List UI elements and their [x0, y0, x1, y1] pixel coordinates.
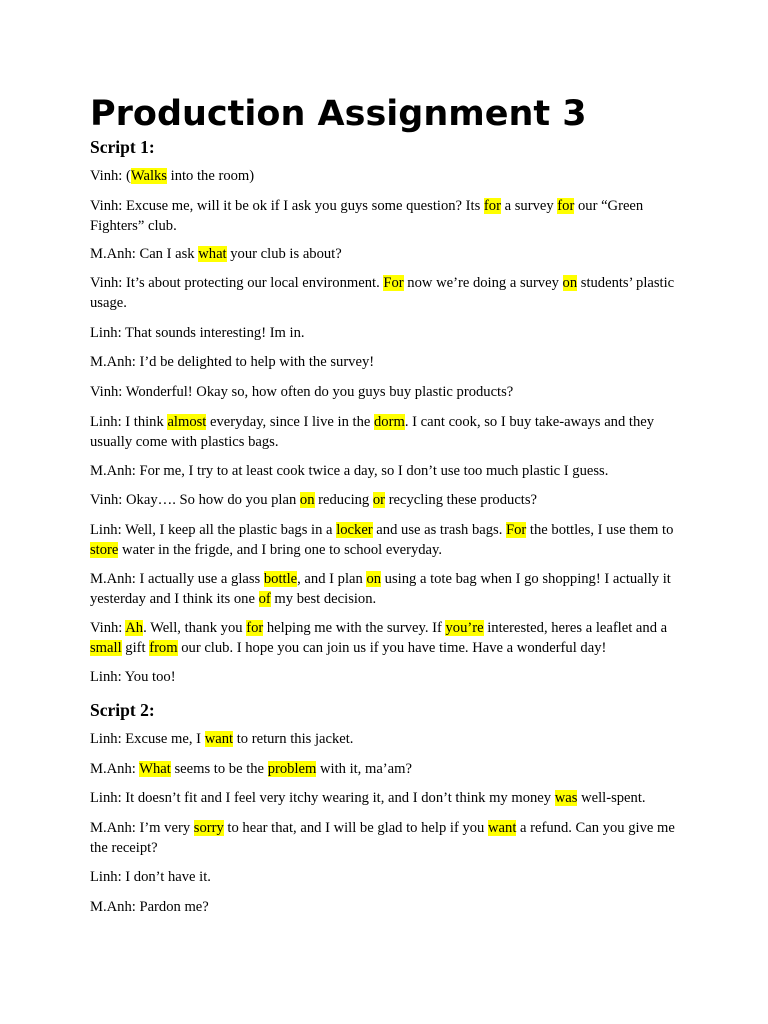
highlighted-word: Ah: [125, 620, 144, 636]
highlighted-word: want: [204, 731, 234, 747]
highlighted-word: on: [299, 492, 315, 508]
dialogue-text: Linh: I don’t have it.: [90, 869, 211, 885]
highlighted-word: on: [366, 571, 382, 587]
script-1-line-4: [90, 274, 682, 313]
dialogue-text: M.Anh: I’m very: [90, 820, 194, 836]
dialogue-text: to return this jacket.: [233, 731, 354, 747]
dialogue-text: water in the frigde, and I bring one to school everyday.: [118, 541, 443, 558]
script-1-line-8: [90, 413, 682, 452]
highlighted-word: for: [483, 198, 501, 214]
highlighted-word: want: [488, 820, 517, 836]
highlighted-word: bottle: [263, 571, 298, 587]
dialogue-text: now we’re doing a survey: [403, 275, 563, 291]
dialogue-text: the bottles, I use them to: [526, 522, 674, 538]
highlighted-word: for: [557, 198, 575, 214]
dialogue-text: everyday, since I live in the: [206, 414, 374, 430]
dialogue-text: our “Green Fighters” club.: [90, 198, 644, 234]
highlighted-word: sorry: [193, 820, 224, 836]
highlighted-word: for: [246, 620, 264, 636]
dialogue-text: recycling these products?: [385, 492, 538, 508]
dialogue-text: M.Anh: Pardon me?: [90, 899, 209, 915]
highlighted-word: from: [149, 639, 178, 656]
dialogue-text: , and I plan: [297, 571, 367, 587]
dialogue-text: to hear that, and I will be glad to help if you: [223, 820, 489, 836]
highlighted-word: For: [506, 522, 527, 538]
script-1-line-3: [90, 245, 682, 265]
dialogue-text: Linh: That sounds interesting! Im in.: [90, 325, 305, 341]
highlighted-word: or: [372, 492, 386, 508]
highlighted-word: of: [258, 590, 271, 607]
script-1-line-9: [90, 462, 682, 482]
highlighted-word: small: [90, 639, 122, 656]
script-1-line-1: [90, 167, 682, 187]
dialogue-text: Vinh: Excuse me, will it be ok if I ask you guys some question? Its: [90, 198, 484, 214]
dialogue-text: M.Anh: I’d be delighted to help with the survey!: [90, 354, 375, 370]
highlighted-word: you’re: [445, 620, 484, 636]
dialogue-text: a refund. Can you give me the receipt?: [90, 820, 675, 856]
dialogue-text: your club is about?: [226, 246, 342, 262]
dialogue-text: my best decision.: [270, 590, 377, 607]
dialogue-text: seems to be the: [170, 761, 268, 777]
dialogue-text: Vinh: It’s about protecting our local environment.: [90, 275, 384, 291]
dialogue-text: helping me with the survey. If: [263, 620, 446, 636]
script-1-line-11: [90, 521, 682, 560]
dialogue-text: M.Anh:: [90, 761, 140, 777]
highlighted-word: What: [139, 761, 171, 777]
dialogue-text: Linh: I think: [90, 414, 168, 430]
dialogue-text: reducing: [314, 492, 373, 508]
dialogue-text: Vinh:: [90, 620, 126, 636]
dialogue-text: Linh: It doesn’t fit and I feel very itchy wearing it, and I don’t think my money: [90, 790, 555, 806]
script-2-line-5: [90, 868, 682, 888]
dialogue-text: M.Anh: For me, I try to at least cook twice a day, so I don’t use too much plastic I guess.: [90, 463, 609, 479]
dialogue-text: with it, ma’am?: [316, 761, 412, 777]
highlighted-word: store: [90, 541, 119, 558]
dialogue-text: M.Anh: I actually use a glass: [90, 571, 264, 587]
script-2-line-6: [90, 898, 682, 918]
script-2-line-3: [90, 789, 682, 809]
script-1-line-12: [90, 570, 682, 609]
dialogue-text: well-spent.: [577, 790, 646, 806]
page-title: Production Assignment 3: [90, 94, 587, 134]
highlighted-word: locker: [336, 522, 373, 538]
script-1-heading: Script 1:: [90, 137, 155, 157]
dialogue-text: gift: [121, 639, 150, 656]
dialogue-text: a survey: [500, 198, 558, 214]
dialogue-text: Linh: Well, I keep all the plastic bags in a: [90, 522, 337, 538]
dialogue-text: Vinh: Okay…. So how do you plan: [90, 492, 300, 508]
script-1-line-7: [90, 383, 682, 403]
dialogue-text: into the room): [167, 168, 255, 184]
script-1-line-6: [90, 353, 682, 373]
script-1-line-14: [90, 668, 682, 688]
script-1-line-2: [90, 197, 682, 236]
script-2-line-4: [90, 819, 682, 858]
script-2-line-1: [90, 730, 682, 750]
script-1-line-5: [90, 324, 682, 344]
highlighted-word: was: [554, 790, 578, 806]
script-1-line-13: [90, 619, 682, 658]
dialogue-text: interested, heres a leaflet and a: [483, 620, 668, 636]
dialogue-text: Linh: Excuse me, I: [90, 731, 205, 747]
dialogue-text: Vinh: Wonderful! Okay so, how often do you guys buy plastic products?: [90, 384, 514, 400]
highlighted-word: problem: [267, 761, 317, 777]
highlighted-word: what: [198, 246, 227, 262]
script-2-line-2: [90, 760, 682, 780]
dialogue-text: Linh: You too!: [90, 669, 176, 685]
script-1-line-10: [90, 491, 682, 511]
dialogue-text: using a tote bag when I go shopping! I actually it yesterday and I think its one: [90, 571, 671, 607]
script-2-heading: Script 2:: [90, 700, 155, 720]
dialogue-text: . Well, thank you: [143, 620, 247, 636]
dialogue-text: Vinh: (: [90, 168, 131, 184]
highlighted-word: Walks: [130, 168, 167, 184]
dialogue-text: M.Anh: Can I ask: [90, 246, 199, 262]
dialogue-text: and use as trash bags.: [372, 522, 506, 538]
dialogue-text: . I cant cook, so I buy take-aways and they usually come with plastics bags.: [90, 414, 655, 450]
highlighted-word: dorm: [374, 414, 405, 430]
highlighted-word: almost: [167, 414, 207, 430]
highlighted-word: on: [562, 275, 578, 291]
highlighted-word: For: [383, 275, 404, 291]
dialogue-text: our club. I hope you can join us if you have time. Have a wonderful day!: [177, 639, 607, 656]
dialogue-text: students’ plastic usage.: [90, 275, 675, 311]
